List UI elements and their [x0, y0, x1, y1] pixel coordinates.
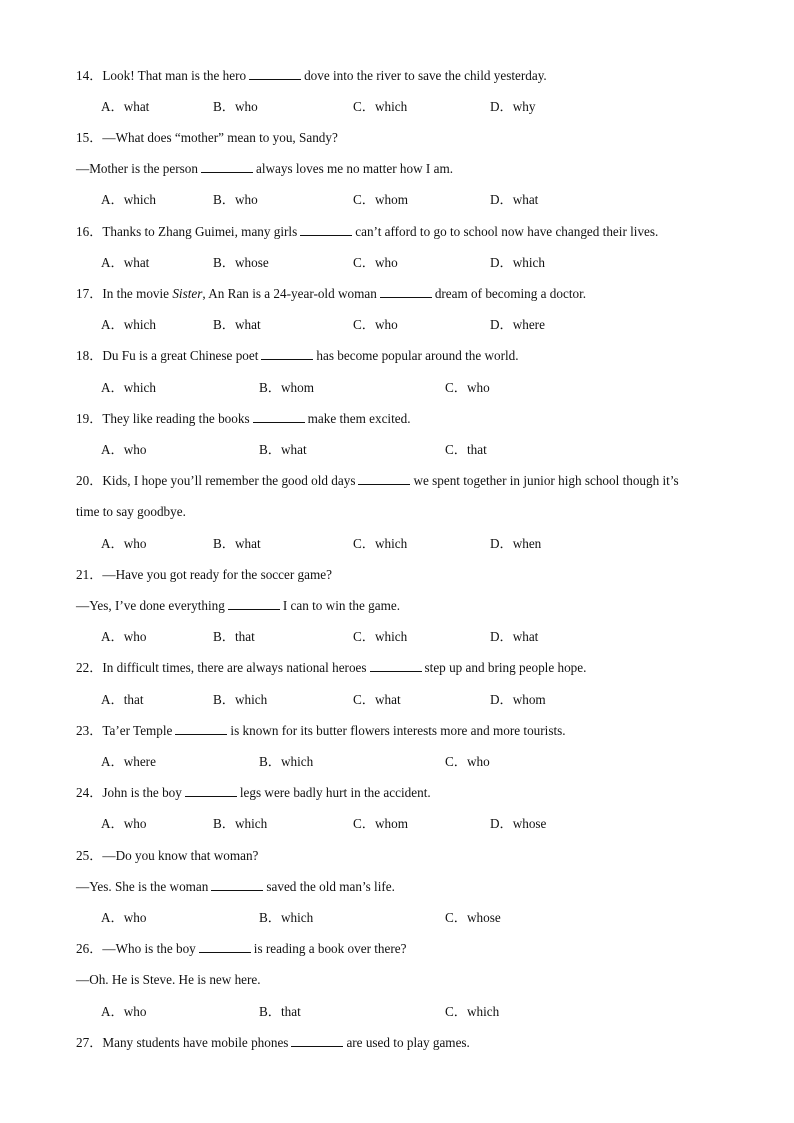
option-d: D．whose	[490, 816, 547, 831]
answer-blank	[300, 223, 352, 236]
option-b: B．that	[213, 629, 255, 644]
question-24: 24．John is the boy legs were badly hurt in the accident.	[76, 785, 431, 800]
option-a: A．that	[101, 692, 144, 707]
question-19: 19．They like reading the books make them excited.	[76, 411, 411, 426]
option-b: B．whom	[259, 380, 314, 395]
option-c: C．who	[445, 754, 490, 769]
option-c: C．who	[353, 317, 398, 332]
option-a: A．who	[101, 442, 147, 457]
option-b: B．who	[213, 99, 258, 114]
option-c: C．which	[445, 1004, 500, 1019]
option-c: C．what	[353, 692, 401, 707]
option-b: B．which	[259, 910, 314, 925]
option-c: C．who	[353, 255, 398, 270]
answer-blank	[291, 1034, 343, 1047]
answer-blank	[253, 410, 305, 423]
option-d: D．why	[490, 99, 536, 114]
question-15: 15．—What does “mother” mean to you, Sandy?	[76, 130, 338, 145]
option-d: D．which	[490, 255, 545, 270]
option-c: C．which	[353, 536, 408, 551]
question-16: 16．Thanks to Zhang Guimei, many girls can’t afford to go to school now have changed their lives.	[76, 224, 659, 239]
option-b: B．what	[259, 442, 307, 457]
question-22: 22．In difficult times, there are always national heroes step up and bring people hope.	[76, 660, 587, 675]
option-b: B．which	[213, 816, 268, 831]
option-d: D．what	[490, 629, 539, 644]
question-26-reply: —Oh. He is Steve. He is new here.	[76, 972, 261, 987]
option-d: D．what	[490, 192, 539, 207]
question-21: 21．—Have you got ready for the soccer game?	[76, 567, 332, 582]
answer-blank	[199, 940, 251, 953]
option-b: B．which	[259, 754, 314, 769]
option-a: A．who	[101, 536, 147, 551]
answer-blank	[249, 67, 301, 80]
question-17: 17．In the movie Sister, An Ran is a 24-year-old woman dream of becoming a doctor.	[76, 286, 587, 301]
option-c: C．who	[445, 380, 490, 395]
question-15-reply: —Mother is the person always loves me no matter how I am.	[76, 161, 453, 176]
option-b: B．whose	[213, 255, 269, 270]
option-b: B．what	[213, 317, 261, 332]
option-b: B．who	[213, 192, 258, 207]
question-25-reply: —Yes. She is the woman saved the old man’s life.	[76, 879, 395, 894]
option-c: C．that	[445, 442, 487, 457]
answer-blank	[380, 285, 432, 298]
option-b: B．which	[213, 692, 268, 707]
question-20-continued: time to say goodbye.	[76, 504, 186, 519]
answer-blank	[211, 878, 263, 891]
option-a: A．who	[101, 629, 147, 644]
option-a: A．who	[101, 1004, 147, 1019]
movie-title: Sister	[172, 286, 203, 301]
question-14: 14．Look! That man is the hero dove into the river to save the child yesterday.	[76, 68, 547, 83]
option-c: C．which	[353, 629, 408, 644]
question-21-reply: —Yes, I’ve done everything I can to win the game.	[76, 598, 401, 613]
question-25: 25．—Do you know that woman?	[76, 848, 259, 863]
option-c: C．which	[353, 99, 408, 114]
question-23: 23．Ta’er Temple is known for its butter flowers interests more and more tourists.	[76, 723, 566, 738]
option-d: D．whom	[490, 692, 546, 707]
question-26: 26．—Who is the boy is reading a book over there?	[76, 941, 407, 956]
option-c: C．whose	[445, 910, 501, 925]
option-a: A．what	[101, 99, 150, 114]
answer-blank	[228, 597, 280, 610]
option-c: C．whom	[353, 192, 408, 207]
option-a: A．which	[101, 317, 156, 332]
question-18: 18．Du Fu is a great Chinese poet has become popular around the world.	[76, 348, 519, 363]
option-b: B．what	[213, 536, 261, 551]
option-b: B．that	[259, 1004, 301, 1019]
option-a: A．where	[101, 754, 156, 769]
answer-blank	[185, 784, 237, 797]
option-a: A．which	[101, 380, 156, 395]
option-c: C．whom	[353, 816, 408, 831]
option-d: D．where	[490, 317, 545, 332]
answer-blank	[201, 160, 253, 173]
option-a: A．who	[101, 816, 147, 831]
option-d: D．when	[490, 536, 542, 551]
question-27: 27．Many students have mobile phones are used to play games.	[76, 1035, 470, 1050]
answer-blank	[370, 659, 422, 672]
answer-blank	[358, 472, 410, 485]
answer-blank	[175, 722, 227, 735]
option-a: A．which	[101, 192, 156, 207]
answer-blank	[261, 347, 313, 360]
option-a: A．what	[101, 255, 150, 270]
question-20: 20．Kids, I hope you’ll remember the good old days we spent together in junior high school though it’s	[76, 473, 679, 488]
option-a: A．who	[101, 910, 147, 925]
